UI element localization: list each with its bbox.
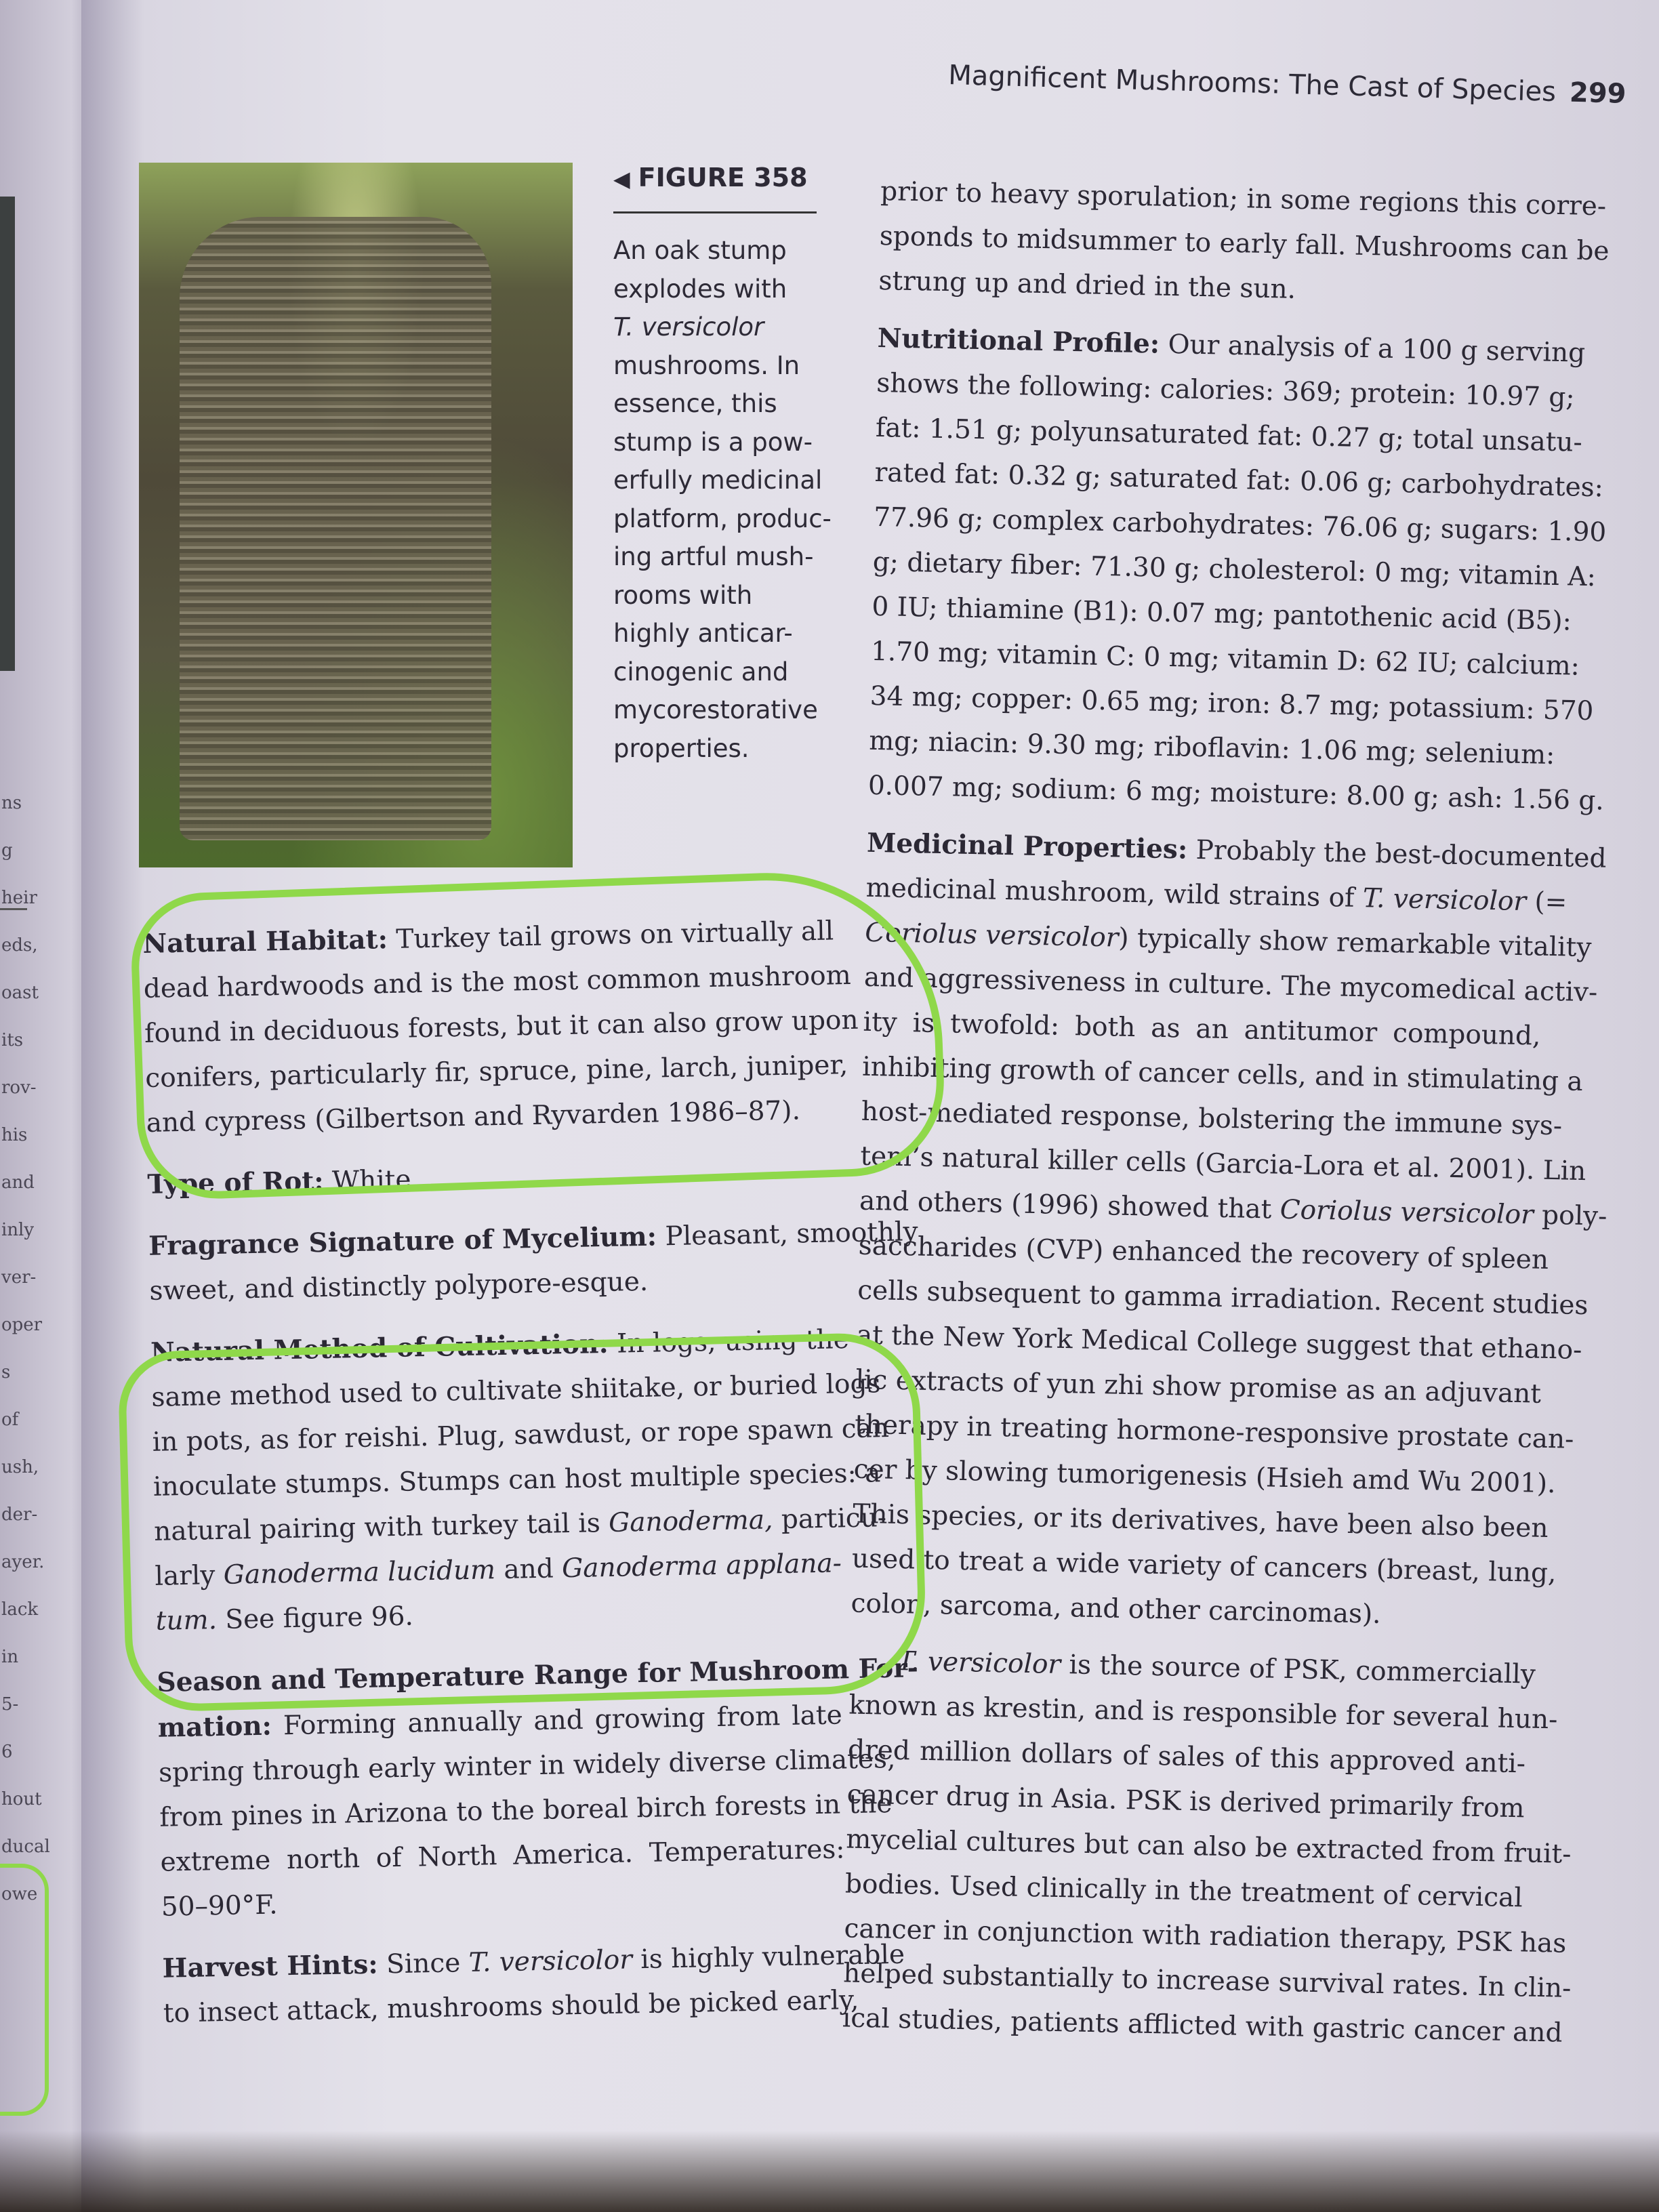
nutritional-profile-section: Nutritional Profile: Our analysis of a 100 g serving shows the following: calories: 369; protein: 10.97 g; fat: 1.51 g; polyunsaturated fat: 0.27 g; total unsatu- rated fat: 0.32 g; saturated fat: 0.06 g; carbohydrates: 77.96 g; complex carbohydrates: 76.06 g; sugars: 1.90 g; dietary fiber: 71.30 g; cholesterol: 0 mg; vitamin A: 0 IU; thiamine (B1): 0.07 mg; pantothenic acid (B5): 1.70 mg; vitamin C: 0 mg; vitamin D: 62 IU; calcium: 34 mg; copper: 0.65 mg; iron: 8.7 mg; potassium: 570 mg; niacin: 9.30 mg; riboflavin: 1.06 mg; selenium: 0.007 mg; sodium: 6 mg; moisture: 8.00 g; ash: 1.56 g. (867, 322, 1607, 817)
running-header-title: Magnificent Mushrooms: The Cast of Species (947, 60, 1557, 108)
psk-paragraph: T. versicolor is the source of PSK, commercially known as krestin, and is responsible for several hun- dred million dollars of sales of this approved anti- cancer drug in Asia. PSK is derived primarily from mycelial cultures but can also be extracted from fruit- bodies. Used clinically in the treatment of cervical cancer in conjunction with radiation therapy, PSK has helped substantially to increase survival rates. In clin- ical studies, patients afflicted with gastric cancer and (842, 1645, 1572, 2049)
right-text-column (842, 169, 1610, 2067)
stump-with-turkey-tail (180, 217, 491, 840)
type-of-rot-section: Type of Rot: White. (147, 1164, 420, 1200)
fragrance-section: Fragrance Signature of Mycelium: Pleasant, smoothly sweet, and distinctly polypore-esque. (148, 1216, 918, 1307)
continuation-paragraph: prior to heavy sporulation; in some regions this corre- sponds to midsummer to early fall. Mushrooms can be strung up and dried in the sun. (878, 176, 1610, 305)
running-header (948, 60, 1626, 110)
left-triangle-icon: ◀ (613, 166, 630, 192)
figure-rule (613, 211, 817, 213)
medicinal-properties-section: Medicinal Properties: Probably the best-documented medicinal mushroom, wild strains of T. versicolor (= Coriolus versicolor) typically show remarkable vitality and aggressiveness in culture. The mycomedical activ- ity is twofold: both as an antitumor compound, inhibiting growth of cancer cells, and in stimulating a host-mediated response, bolstering the immune sys- tem’s natural killer cells (Garcia-Lora et al. 2001). Lin and others (1996) showed that Coriolus versicolor poly- saccharides (CVP) enhanced the recovery of spleen cells subsequent to gamma irradiation. Recent studies at the New York Medical College suggest that ethano- lic extracts of yun zhi show promise as an adjuvant therapy in treating hormone-responsive prostate can- cer by slowing tumorigenesis (Hsieh amd Wu 2001). This species, or its derivatives, have been also been used to treat a wide variety of cancers (breast, lung, colon, sarcoma, and other carcinomas). (851, 827, 1607, 1630)
highlighter-circle-cultivation (117, 1332, 928, 1713)
facing-page-photo-strip (0, 197, 15, 671)
figure-label: ◀ FIGURE 358 (613, 163, 808, 192)
facing-page-highlighter-loop (0, 1864, 49, 2116)
facing-page-text-fragments: ns g heir eds, oast its rov- his and inly ver- oper s of ush, der- ayer. lack in 5-6 hout ducal owe (1, 793, 50, 1904)
page-bottom-shadow (0, 2131, 1659, 2212)
harvest-section: Harvest Hints: Since T. versicolor is highly vulnerable to insect attack, mushrooms should be picked early, (162, 1939, 905, 2029)
book-page (81, 0, 1659, 2212)
page-number: 299 (1569, 77, 1627, 110)
highlighter-circle-natural-habitat (129, 867, 947, 1201)
natural-habitat-section: Natural Habitat: Turkey tail grows on virtually all dead hardwoods and is the most common mushroom found in deciduous forests, but it can also grow upon conifers, particularly fir, spruce, pine, larch, juniper, and cypress (Gilbertson and Ryvarden 1986–87). (142, 916, 859, 1139)
facing-page-rule (0, 908, 27, 910)
cultivation-section: Natural Method of Cultivation: In logs, using the same method used to cultivate shiitake, or buried logs in pots, as for reishi. Plug, sawdust, or rope spawn can inoculate stumps. Stumps can host multiple species: a natural pairing with turkey tail is Ganoderma, particu- larly Ganoderma lucidum and Ganoderma applana- tum. See figure 96. (150, 1324, 890, 1637)
figure-caption: An oak stump explodes with T. versicolor mushrooms. In essence, this stump is a pow- erfully medicinal platform, produc- ing artful mush- rooms with highly anticar- cinogenic and mycorestorative properties. (613, 236, 832, 763)
oak-stump-photo (139, 163, 573, 867)
season-section: Season and Temperature Range for Mushroom For- mation: Forming annually and growing from late spring through early winter in widely diverse climates, from pines in Arizona to the boreal birch forests in the extreme north of North America. Temperatures: 50–90°F. (157, 1652, 919, 1923)
